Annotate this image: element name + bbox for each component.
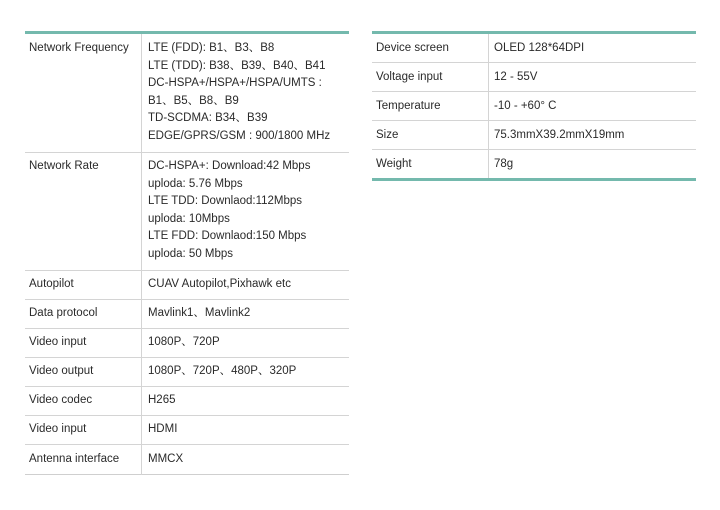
row-value-video-output: 1080P、720P、480P、320P: [142, 358, 350, 387]
value-line: LTE (TDD): B38、B39、B40、B41: [148, 59, 326, 72]
table-row: [25, 416, 349, 445]
row-label-antenna-interface: Antenna interface: [25, 445, 142, 475]
value-line: uploda: 50 Mbps: [148, 247, 234, 260]
value-line: LTE FDD: Downlaod:150 Mbps: [148, 230, 307, 242]
row-value-autopilot: CUAV Autopilot,Pixhawk etc: [142, 271, 350, 300]
value-line: DC-HSPA+: Download:42 Mbps: [148, 160, 311, 172]
table-row: [372, 92, 696, 121]
table-row: [25, 387, 349, 416]
value-line: B1、B5、B8、B9: [148, 94, 239, 107]
row-value-video-input: 1080P、720P: [142, 329, 350, 358]
table-row: [372, 33, 696, 63]
table-row: [25, 445, 349, 475]
row-value-device-screen: OLED 128*64DPI: [494, 42, 585, 54]
value-line: EDGE/GPRS/GSM : 900/1800 MHz: [148, 129, 331, 142]
value-line: LTE TDD: Downlaod:112Mbps: [148, 195, 303, 207]
table-row: [25, 329, 349, 358]
row-label-data-protocol: Data protocol: [25, 300, 142, 329]
row-label-network-rate: Network Rate: [25, 153, 142, 271]
table-row: [372, 150, 696, 180]
row-value-antenna-interface: MMCX: [142, 445, 350, 475]
value-line: uploda: 5.76 Mbps: [148, 177, 243, 190]
row-label-temperature: Temperature: [372, 92, 489, 121]
spec-table-left: [25, 31, 349, 475]
row-label-device-screen: Device screen: [372, 33, 489, 63]
spec-table-right: [372, 31, 696, 181]
row-label-voltage-input: Voltage input: [372, 63, 489, 92]
row-value-size: 75.3mmX39.2mmX19mm: [489, 121, 697, 150]
row-value-weight: 78g: [489, 150, 697, 180]
row-label-network-frequency: Network Frequency: [25, 33, 142, 153]
row-value-voltage-input: 12 - 55V: [489, 63, 697, 92]
value-line: LTE (FDD): B1、B3、B8: [148, 42, 275, 54]
table-row: [372, 63, 696, 92]
row-value-video-input-hdmi: HDMI: [142, 416, 350, 445]
table-row: [25, 271, 349, 300]
row-value-video-codec: H265: [142, 387, 350, 416]
table-row: [25, 153, 349, 271]
row-label-weight: Weight: [372, 150, 489, 180]
row-label-video-input-hdmi: Video input: [25, 416, 142, 445]
value-line: uploda: 10Mbps: [148, 212, 230, 225]
table-row: [25, 358, 349, 387]
table-row: [25, 33, 349, 153]
row-label-video-output: Video output: [25, 358, 142, 387]
row-value-data-protocol: Mavlink1、Mavlink2: [142, 300, 350, 329]
row-label-video-codec: Video codec: [25, 387, 142, 416]
row-value-temperature: -10 - +60° C: [489, 92, 697, 121]
row-value-network-rate: [142, 153, 350, 271]
row-label-size: Size: [372, 121, 489, 150]
table-row: [25, 300, 349, 329]
value-line: DC-HSPA+/HSPA+/HSPA/UMTS :: [148, 77, 322, 89]
table-row: [372, 121, 696, 150]
row-label-video-input: Video input: [25, 329, 142, 358]
row-label-autopilot: Autopilot: [25, 271, 142, 300]
value-line: TD-SCDMA: B34、B39: [148, 112, 268, 124]
row-value-network-frequency: [142, 33, 350, 153]
